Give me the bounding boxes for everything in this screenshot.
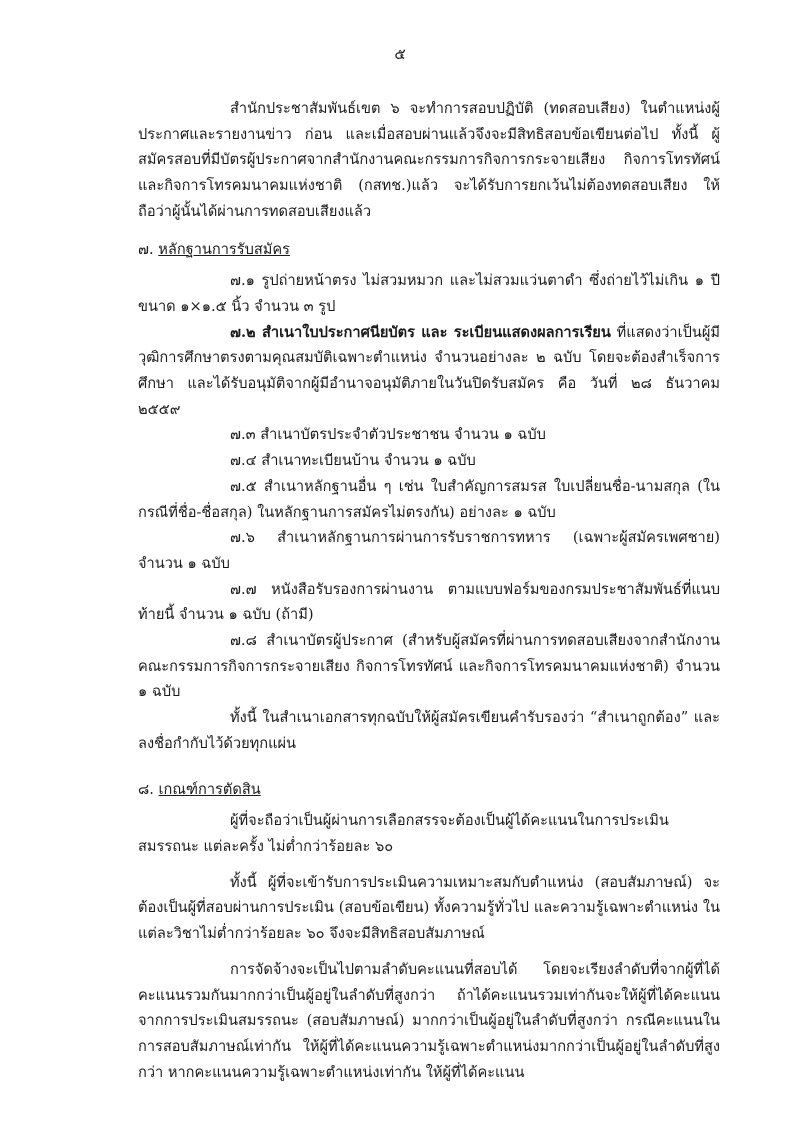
- item-7-7: ๗.๗ หนังสือรับรองการผ่านงาน ตามแบบฟอร์มของกรมประชาสัมพันธ์ที่แนบท้ายนี้ จำนวน ๑ ฉบับ (ถ้ามี): [138, 580, 720, 624]
- section-8-number: ๘.: [138, 780, 154, 798]
- section-7-number: ๗.: [138, 240, 154, 258]
- item-7-6: ๗.๖ สำเนาหลักฐานการผ่านการรับราชการทหาร (เฉพาะผู้สมัครเพศชาย) จำนวน ๑ ฉบับ: [138, 529, 720, 572]
- item-7-5: ๗.๕ สำเนาหลักฐานอื่น ๆ เช่น ใบสำคัญการสมรส ใบเปลี่ยนชื่อ-นามสกุล (ในกรณีที่ชื่อ-ชื่อสกุล) ในหลักฐานการสมัครไม่ตรงกัน) อย่างละ ๑ ฉบับ: [138, 477, 720, 521]
- section-8-title: เกณฑ์การตัดสิน: [158, 780, 261, 798]
- item-7-2-rest: ที่แสดงว่าเป็นผู้มีวุฒิการศึกษาตรงตามคุณสมบัติเฉพาะตำแหน่ง จำนวนอย่างละ ๒ ฉบับ โดยจะต้องสำเร็จการศึกษา และได้รับอนุมัติจากผู้มีอำนาจอนุมัติภายในวันปิดรับสมัคร คือ วันที่ ๒๘ ธันวาคม ๒๕๕๙: [138, 323, 721, 418]
- section-7-note: ทั้งนี้ ในสำเนาเอกสารทุกฉบับให้ผู้สมัครเขียนคำรับรองว่า “สำเนาถูกต้อง” และลงชื่อกำกับไว้ด้วยทุกแผ่น: [138, 709, 720, 752]
- document-body: [138, 96, 720, 1085]
- section-7-heading: [138, 237, 720, 263]
- item-7-4: ๗.๔ สำเนาทะเบียนบ้าน จำนวน ๑ ฉบับ: [230, 452, 476, 470]
- item-7-1: ๗.๑ รูปถ่ายหน้าตรง ไม่สวมหมวก และไม่สวมแว่นตาดำ ซึ่งถ่ายไว้ไม่เกิน ๑ ปี ขนาด ๑×๑.๕ นิ้ว จำนวน ๓ รูป: [138, 272, 720, 315]
- section-8-para-1: ผู้ที่จะถือว่าเป็นผู้ผ่านการเลือกสรรจะต้องเป็นผู้ได้คะแนนในการประเมินสมรรถนะ แต่ละครั้ง ไม่ต่ำกว่าร้อยละ ๖๐: [138, 812, 669, 855]
- item-7-2: [138, 320, 720, 423]
- item-7-3: ๗.๓ สำเนาบัตรประจำตัวประชาชน จำนวน ๑ ฉบับ: [230, 426, 546, 444]
- item-7-8: ๗.๘ สำเนาบัตรผู้ประกาศ (สำหรับผู้สมัครที่ผ่านการทดสอบเสียงจากสำนักงานคณะกรรมการกิจการกระจายเสียง กิจการโทรทัศน์ และกิจการโทรคมนาคมแห่งชาติ) จำนวน ๑ ฉบับ: [138, 632, 720, 701]
- intro-paragraph: สำนักประชาสัมพันธ์เขต ๖ จะทำการสอบปฏิบัติ (ทดสอบเสียง) ในตำแหน่งผู้ประกาศและรายงานข่าว ก่อน และเมื่อสอบผ่านแล้วจึงจะมีสิทธิสอบข้อเขียนต่อไป ทั้งนี้ ผู้สมัครสอบที่มีบัตรผู้ประกาศจากสำนักงานคณะกรรมการกิจการกระจายเสียง กิจการโทรทัศน์ และกิจการโทรคมนาคมแห่งชาติ (กสทช.)แล้ว จะได้รับการยกเว้นไม่ต้องทดสอบเสียง ให้ถือว่าผู้นั้นได้ผ่านการทดสอบเสียงแล้ว: [138, 100, 720, 220]
- page-number: ๕: [394, 45, 406, 63]
- section-8-para-3: การจัดจ้างจะเป็นไปตามลำดับคะแนนที่สอบได้ โดยจะเรียงลำดับที่จากผู้ที่ได้คะแนนรวมกันมากกว่าเป็นผู้อยู่ในลำดับที่สูงกว่า ถ้าได้คะแนนรวมเท่ากันจะให้ผู้ที่ได้คะแนนจากการประเมินสมรรถนะ (สอบสัมภาษณ์) มากกว่าเป็นผู้อยู่ในลำดับที่สูงกว่า กรณีคะแนนในการสอบสัมภาษณ์เท่ากัน ให้ผู้ที่ได้คะแนนความรู้เฉพาะตำแหน่งมากกว่าเป็นผู้อยู่ในลำดับที่สูงกว่า หากคะแนนความรู้เฉพาะตำแหน่งเท่ากัน ให้ผู้ที่ได้คะแนน: [138, 960, 720, 1081]
- section-8-heading: [138, 777, 720, 803]
- section-8-para-2: ทั้งนี้ ผู้ที่จะเข้ารับการประเมินความเหมาะสมกับตำแหน่ง (สอบสัมภาษณ์) จะต้องเป็นผู้ที่สอบผ่านการประเมิน (สอบข้อเขียน) ทั้งความรู้ทั่วไป และความรู้เฉพาะตำแหน่ง ในแต่ละวิชาไม่ต่ำกว่าร้อยละ ๖๐ จึงจะมีสิทธิสอบสัมภาษณ์: [138, 873, 720, 943]
- section-7-title: หลักฐานการรับสมัคร: [158, 240, 290, 258]
- item-7-2-bold: ๗.๒ สำเนาใบประกาศนียบัตร และ ระเบียนแสดงผลการเรียน: [230, 323, 611, 341]
